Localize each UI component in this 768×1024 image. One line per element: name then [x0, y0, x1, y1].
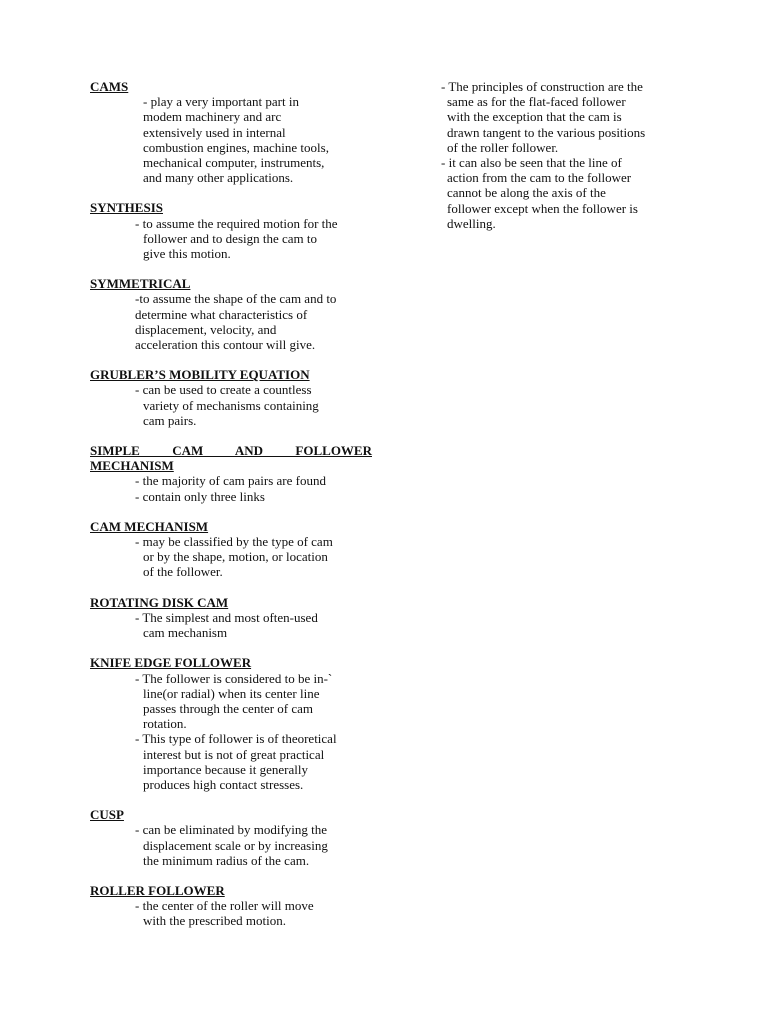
definition-line: importance because it generally	[143, 761, 308, 777]
glossary-entry	[90, 519, 372, 580]
term-heading: CAMS	[90, 79, 129, 94]
definition-line: cam pairs.	[143, 412, 197, 428]
glossary-entry	[90, 276, 372, 352]
glossary-entry	[90, 79, 372, 185]
definition-line: determine what characteristics of	[135, 306, 308, 322]
definition-line: follower and to design the cam to	[143, 230, 318, 246]
definition-line: - The follower is considered to be in-`	[135, 670, 333, 686]
definition-line: cam mechanism	[143, 625, 228, 641]
term-heading: GRUBLER’S MOBILITY EQUATION	[90, 367, 310, 383]
definition-line: - the majority of cam pairs are found	[135, 473, 326, 489]
continuation-line: with the exception that the cam is	[447, 109, 622, 125]
definition-line: produces high contact stresses.	[143, 776, 304, 792]
definition-line: - can be used to create a countless	[135, 382, 312, 398]
definition-line: -to assume the shape of the cam and to	[135, 291, 337, 307]
glossary-entry	[90, 367, 372, 428]
definition-line: modem machinery and arc	[143, 109, 282, 125]
term-heading: CAM MECHANISM	[90, 518, 209, 534]
definition-line: - the center of the roller will move	[135, 898, 314, 914]
definition-line: rotation.	[143, 716, 187, 732]
term-heading: ROLLER FOLLOWER	[90, 882, 225, 898]
term-heading: SIMPLE CAM AND FOLLOWER	[90, 443, 372, 459]
definition-line: and many other applications.	[143, 170, 294, 186]
continuation-line: - it can also be seen that the line of	[441, 155, 622, 171]
definition-line: displacement scale or by increasing	[143, 837, 328, 853]
glossary-entry	[90, 807, 372, 868]
left-column	[90, 79, 372, 944]
definition-line: - may be classified by the type of cam	[135, 534, 333, 550]
glossary-entry	[90, 200, 372, 261]
right-column	[441, 79, 686, 231]
definition-line: or by the shape, motion, or location	[143, 549, 328, 565]
definition-line: - can be eliminated by modifying the	[135, 822, 328, 838]
continuation-line: action from the cam to the follower	[447, 170, 632, 186]
continuation-line: cannot be along the axis of the	[447, 185, 606, 201]
definition-line: the minimum radius of the cam.	[143, 852, 310, 868]
definition-line: of the follower.	[143, 564, 223, 580]
definition-line: passes through the center of cam	[143, 700, 314, 716]
glossary-entry	[90, 443, 372, 504]
definition-line: - contain only three links	[135, 488, 265, 504]
definition-line: - to assume the required motion for the	[135, 215, 338, 231]
continuation-line: dwelling.	[447, 215, 496, 231]
definition-line: combustion engines, machine tools,	[143, 139, 329, 155]
term-heading: CUSP	[90, 807, 124, 823]
definition-line: line(or radial) when its center line	[143, 685, 320, 701]
definition-line: with the prescribed motion.	[143, 913, 286, 929]
definition-line: - play a very important part in	[143, 94, 299, 110]
glossary-entry	[90, 883, 372, 929]
glossary-entry	[90, 655, 372, 792]
definition-line: - The simplest and most often-used	[135, 609, 318, 625]
term-heading: SYNTHESIS	[90, 200, 163, 216]
definition-line: displacement, velocity, and	[135, 321, 277, 337]
definition-line: give this motion.	[143, 246, 231, 262]
definition-line: variety of mechanisms containing	[143, 397, 319, 413]
continuation-line: drawn tangent to the various positions	[447, 124, 646, 140]
definition-line: - This type of follower is of theoretical	[135, 731, 337, 747]
term-heading: ROTATING DISK CAM	[90, 594, 229, 610]
definition-line: extensively used in internal	[143, 124, 286, 140]
continuation-line: same as for the flat-faced follower	[447, 94, 626, 110]
definition-line: acceleration this contour will give.	[135, 337, 316, 353]
continuation-line: - The principles of construction are the	[441, 79, 643, 94]
continuation-line: of the roller follower.	[447, 139, 559, 155]
definition-line: interest but is not of great practical	[143, 746, 325, 762]
term-heading-continued: MECHANISM	[90, 458, 174, 474]
continuation-line: follower except when the follower is	[447, 200, 638, 216]
definition-line: mechanical computer, instruments,	[143, 155, 325, 171]
term-heading: SYMMETRICAL	[90, 276, 191, 292]
glossary-entry	[90, 595, 372, 641]
term-heading: KNIFE EDGE FOLLOWER	[90, 655, 252, 671]
